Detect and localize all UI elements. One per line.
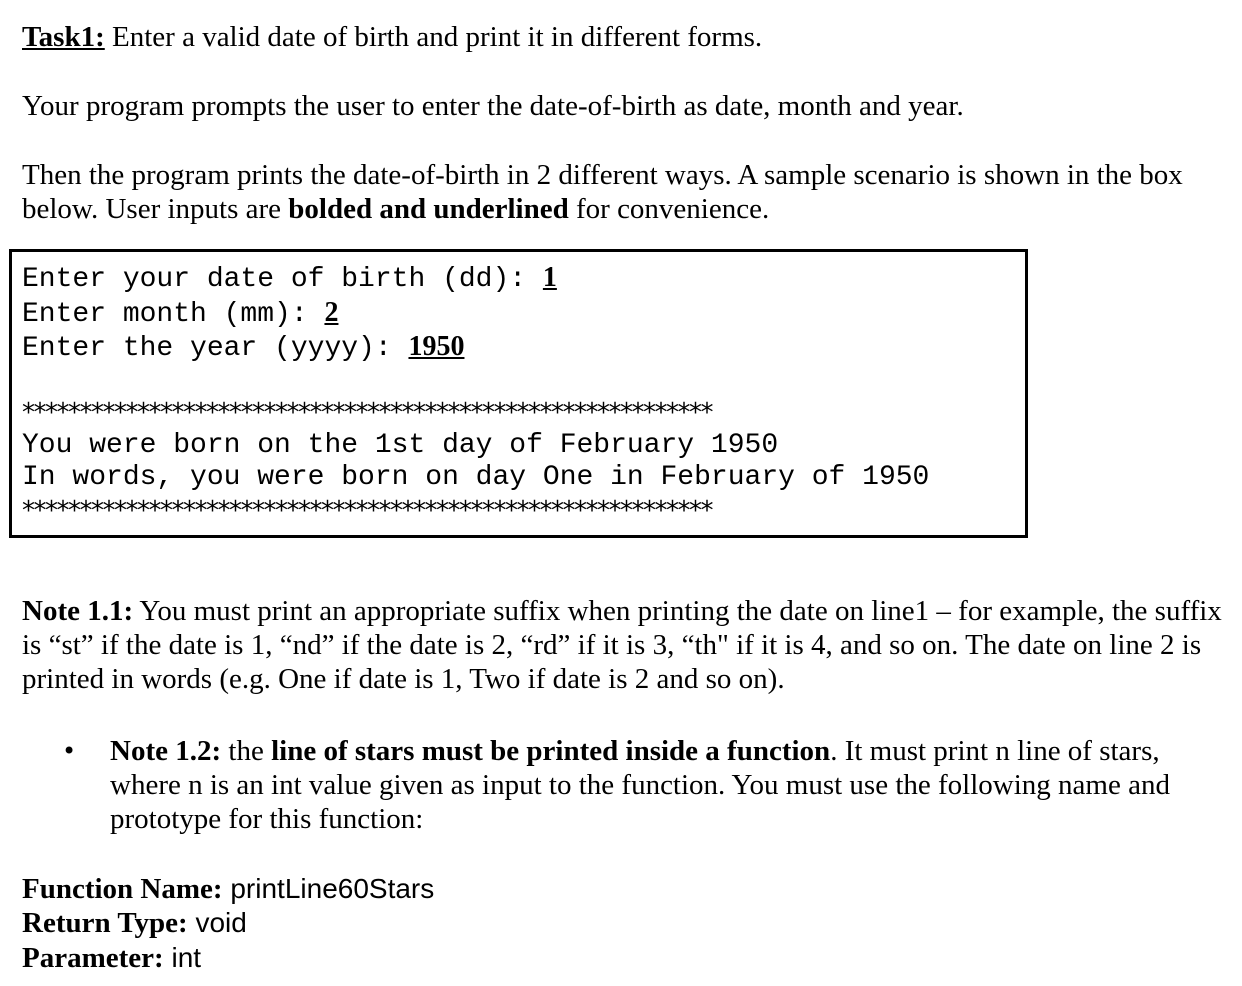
note-1-2 bbox=[110, 734, 1190, 836]
console-date-prompt: Enter your date of birth (dd): bbox=[22, 264, 543, 295]
console-year-input: 1950 bbox=[408, 331, 465, 362]
console-line-year bbox=[22, 331, 464, 365]
console-output-line-1: You were born on the 1st day of February 1950 bbox=[22, 430, 779, 461]
console-output-line-2: In words, you were born on day One in February of 1950 bbox=[22, 462, 930, 493]
console-line-date bbox=[22, 262, 557, 296]
console-month-prompt: Enter month (mm): bbox=[22, 299, 325, 330]
task-heading bbox=[22, 20, 1222, 54]
return-type-line bbox=[22, 906, 247, 940]
sample-text-2: for convenience. bbox=[568, 193, 770, 225]
function-name-label: Function Name: bbox=[22, 873, 223, 905]
parameter-label: Parameter: bbox=[22, 942, 164, 974]
note-1-1-label: Note 1.1: bbox=[22, 595, 134, 627]
parameter-value: int bbox=[163, 942, 202, 973]
note-1-2-label: Note 1.2: bbox=[110, 735, 222, 767]
note-1-2-text-2: . It must print n line of stars, where n is an int value given as input to the function. You must use the following name and prototype for this function: bbox=[110, 735, 1170, 835]
console-stars-bottom: ************************************************************ bbox=[22, 496, 712, 526]
bullet-icon: • bbox=[62, 737, 77, 765]
function-name-line bbox=[22, 872, 434, 906]
sample-text-1: Then the program prints the date-of-birth in 2 different ways. A sample scenario is shown in the box below. User inputs are bbox=[22, 159, 1183, 225]
task-label: Task1: bbox=[22, 21, 105, 53]
note-1-1-text: You must print an appropriate suffix when printing the date on line1 – for example, the suffix is “st” if the date is 1, “nd” if the date is 2, “rd” if it is 3, “th" if it is 4, and so on. The date on line 2 is printed in words (e.g. One if date is 1, Two if date is 2 and so on). bbox=[22, 595, 1222, 695]
return-type-label: Return Type: bbox=[22, 907, 188, 939]
note-1-2-bold-text: line of stars must be printed inside a function bbox=[271, 735, 831, 767]
console-month-input: 2 bbox=[324, 297, 339, 328]
console-line-month bbox=[22, 297, 338, 331]
function-name-value: printLine60Stars bbox=[222, 873, 435, 904]
sample-paragraph bbox=[22, 158, 1202, 226]
console-stars-top: ************************************************************ bbox=[22, 398, 712, 428]
console-date-input: 1 bbox=[542, 262, 557, 293]
note-1-1 bbox=[22, 594, 1222, 696]
task-text: Enter a valid date of birth and print it in different forms. bbox=[104, 21, 763, 53]
prompt-paragraph: Your program prompts the user to enter the date-of-birth as date, month and year. bbox=[22, 90, 964, 122]
note-1-2-text-1: the bbox=[221, 735, 272, 767]
parameter-line bbox=[22, 941, 201, 975]
console-year-prompt: Enter the year (yyyy): bbox=[22, 333, 409, 364]
sample-bold-text: bolded and underlined bbox=[288, 193, 569, 225]
return-type-value: void bbox=[187, 907, 247, 938]
